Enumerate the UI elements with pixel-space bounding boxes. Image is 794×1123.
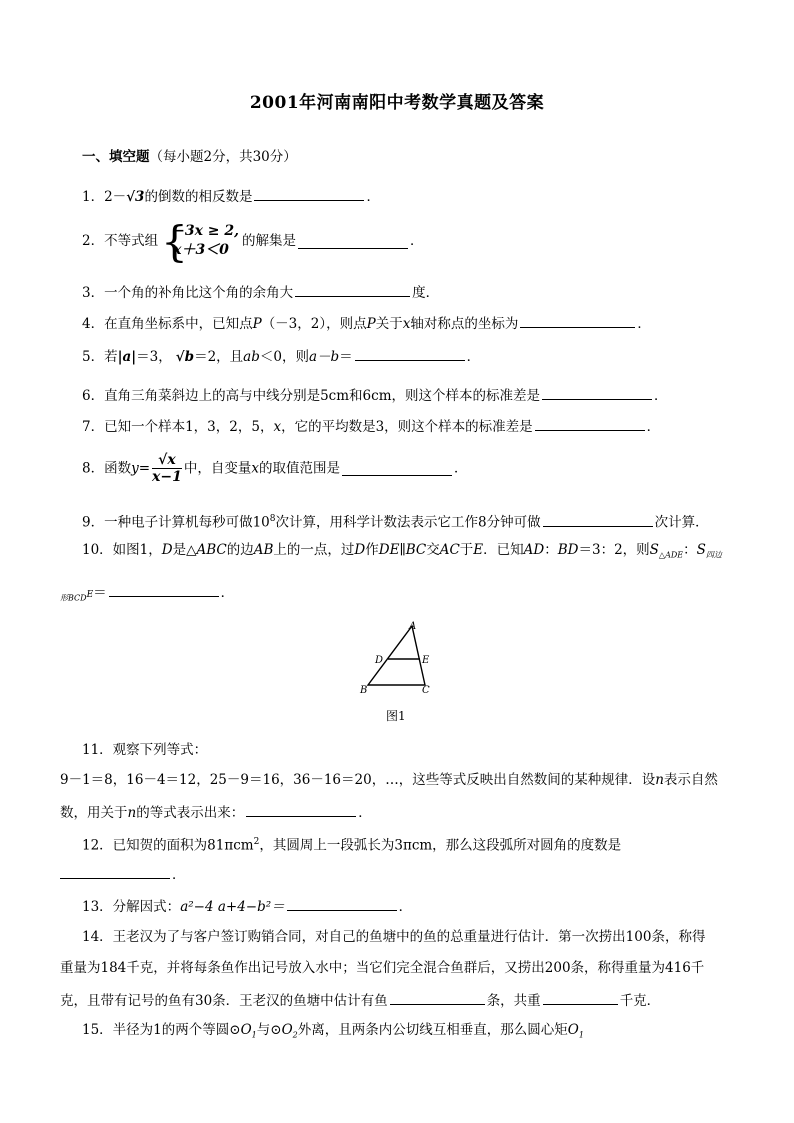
q7-end: ． [646, 419, 661, 435]
label-b: B [360, 685, 368, 696]
q8-end: ． [454, 460, 468, 477]
q10-text: 的边 [226, 542, 254, 558]
answer-blank[interactable] [298, 234, 408, 249]
q13-end: ． [398, 899, 413, 915]
q7-text-b: ，它的平均数是3，则这个样本的标准差是 [281, 419, 533, 435]
label-a: A [409, 621, 417, 632]
q10-text: ．已知 [483, 542, 524, 558]
q10-text: 上的一点，过 [273, 542, 355, 558]
q10-var: D [354, 542, 366, 558]
triangle-figure [355, 618, 445, 698]
question-2 [82, 217, 424, 266]
q13-text: 13．分解因式： [82, 899, 181, 915]
q7-text: 7．已知一个样本1，3，2，5， [82, 419, 274, 435]
q11-text: 表示自然 [663, 772, 718, 788]
q3-end: 度． [412, 285, 440, 301]
q10-text: 交 [426, 542, 440, 558]
q15-var: O [567, 1022, 579, 1038]
q10-eq: ＝ [93, 585, 107, 601]
answer-blank[interactable] [246, 802, 356, 817]
q5-end: ． [466, 349, 481, 365]
q2-end: ． [410, 233, 424, 249]
q10-area-sub: E [86, 590, 94, 600]
q10-var: AC [439, 542, 460, 558]
question-10 [82, 541, 722, 565]
q5-text-b: ＝3， [136, 349, 172, 365]
q5-text-c: ＝2，且 [194, 349, 244, 365]
q15-text: 15．半径为1的两个等圆⊙ [82, 1022, 241, 1038]
q5-amb: a－b [308, 349, 340, 365]
q15-var: O [240, 1022, 252, 1038]
q8-text-b: 中，自变量 [183, 460, 252, 477]
question-4 [82, 313, 651, 333]
question-14-line3 [60, 990, 660, 1010]
q10-text: ： [683, 542, 697, 558]
q15-text: 与⊙ [256, 1022, 282, 1038]
q11-text: 的等式表示出来： [136, 805, 245, 821]
answer-blank[interactable] [287, 896, 397, 911]
question-11-line2 [60, 771, 718, 789]
q14-text: 克，且带有记号的鱼有30条．王老汉的鱼塘中估计有鱼 [60, 993, 388, 1009]
q12-unit: cm [233, 837, 254, 854]
q8-y: y [131, 460, 139, 477]
q10-area-sub: △ADE [658, 550, 684, 560]
question-15 [82, 1021, 584, 1045]
q10-area-symbol: S [696, 542, 706, 558]
answer-blank[interactable] [109, 582, 219, 597]
q10-var: E [473, 542, 484, 558]
q5-eq: ＝ [339, 349, 353, 365]
q9-text-b: 次计算，用科学计数法表示它工作8分钟可做 [275, 514, 541, 531]
question-7 [82, 416, 660, 436]
question-6 [82, 385, 668, 405]
q4-point: P [252, 316, 262, 332]
q10-text: ＝3：2，则 [578, 542, 650, 558]
q9-end: 次计算． [654, 514, 709, 531]
q10-var: DE [378, 542, 400, 558]
figure-caption: 图1 [386, 709, 406, 723]
page-title: 2001年河南南阳中考数学真题及答案 [249, 93, 545, 113]
fraction-numerator: √x [152, 452, 182, 469]
q5-abs: |a| [117, 349, 137, 365]
q10-area-sub: 四边 [705, 550, 722, 560]
q10-var: ABC [196, 542, 227, 558]
q5-ab: ab [243, 349, 260, 365]
q11-var: n [655, 772, 664, 788]
q12-text: cm，那么这段弧所对圆角的度数是 [411, 837, 622, 854]
q15-sub: 1 [578, 1030, 584, 1040]
question-1 [82, 186, 380, 206]
q13-expression: a²−4 a+4−b²＝ [180, 899, 285, 915]
q4-axis: x [402, 316, 411, 332]
q5-root: √b [175, 349, 195, 365]
answer-blank[interactable] [543, 990, 618, 1005]
question-14-line2 [60, 959, 704, 977]
question-13 [82, 896, 412, 916]
q6-text: 6．直角三角菜斜边上的高与中线分别是5cm和6cm，则这个样本的标准差是 [82, 388, 540, 404]
fraction-denominator: x−1 [152, 469, 182, 485]
answer-blank[interactable] [60, 864, 170, 879]
q4-text-d: 轴对称点的坐标为 [410, 316, 519, 332]
q7-x: x [273, 419, 282, 435]
answer-blank[interactable] [520, 313, 635, 328]
q10-var: AB [253, 542, 274, 558]
section-note: （每小题2分，共30分） [149, 149, 297, 165]
q12-pi: π [224, 837, 234, 854]
answer-blank[interactable] [355, 346, 465, 361]
q1-end: ． [366, 189, 380, 205]
question-3 [82, 282, 439, 302]
answer-blank[interactable] [342, 461, 452, 476]
question-9 [82, 510, 709, 532]
q9-text: 9．一种电子计算机每秒可做10 [82, 514, 270, 531]
q15-sub: 2 [292, 1030, 298, 1040]
q11-end: ． [358, 805, 372, 821]
q3-text: 3．一个角的补角比这个角的余角大 [82, 285, 294, 301]
q9-exponent: 8 [269, 514, 276, 524]
answer-blank[interactable] [542, 385, 652, 400]
q10-text: 10．如图1， [82, 542, 162, 558]
q10-text: ： [544, 542, 558, 558]
q10-var: BC [405, 542, 427, 558]
label-e: E [422, 655, 430, 666]
q2-text: 2．不等式组 [82, 233, 159, 249]
q11-text: 数，用关于 [60, 805, 128, 821]
q10-text: ∥ [399, 542, 406, 558]
q8-text: 8．函数 [82, 460, 132, 477]
q12-pi: π [402, 837, 412, 854]
q15-text: 外离，且两条内公切线互相垂直，那么圆心矩 [297, 1022, 568, 1038]
question-11-line3 [60, 802, 372, 822]
question-14 [82, 928, 705, 946]
q11-text: 11．观察下列等式： [82, 742, 208, 758]
q10-text: 于 [459, 542, 474, 558]
question-12-line2 [60, 864, 186, 884]
q12-exponent: 2 [253, 837, 260, 847]
brace-icon: { [161, 217, 188, 266]
section-title: 一、填空题 [82, 149, 150, 165]
question-8 [82, 452, 468, 485]
q14-text: 14．王老汉为了与客户签订购销合同，对自己的鱼塘中的鱼的总重量进行估计．第一次捞出100条，称得 [82, 929, 706, 945]
q5-text-d: ＜0，则 [259, 349, 309, 365]
question-11 [82, 741, 207, 759]
section-heading [82, 148, 297, 166]
q4-point-2: P [366, 316, 376, 332]
q10-var: D [161, 542, 173, 558]
answer-blank[interactable] [295, 282, 410, 297]
q15-var: O [281, 1022, 293, 1038]
q1-text: 1．2－ [82, 189, 127, 205]
q10-area-symbol: S [649, 542, 659, 558]
system-row-1: −3x ≥ 2, [173, 223, 240, 239]
q12-text: ，其圆周上一段弧长为3 [259, 837, 403, 854]
q4-text-b: （－3，2），则点 [261, 316, 367, 332]
q12-end: ． [172, 867, 186, 883]
q14-text: 条，共重 [486, 993, 541, 1009]
q11-text: 9－1＝8，16－4＝12，25－9＝16，36－16＝20，…，这些等式反映出自然数间的某种规律．设 [60, 772, 656, 788]
inequality-system [161, 217, 240, 266]
q14-end: 千克． [619, 993, 661, 1009]
q8-eq: = [138, 460, 151, 477]
q14-text: 重量为184千克，并将每条鱼作出记号放入水中；当它们完全混合鱼群后，又捞出200条，称得重量为416千 [60, 960, 705, 976]
question-5 [82, 346, 480, 366]
q10-var: BD [557, 542, 579, 558]
q12-text: 12．已知贺的面积为81 [82, 837, 225, 854]
q4-text: 4．在直角坐标系中，已知点 [82, 316, 253, 332]
answer-blank[interactable] [543, 512, 653, 527]
label-d: D [375, 655, 384, 666]
q8-x: x [251, 460, 259, 477]
q10-text: 作 [365, 542, 379, 558]
q1-text-b: 的倒数的相反数是 [144, 189, 253, 205]
question-10-cont [60, 582, 234, 608]
system-row-2: x＋3＜0 [173, 242, 229, 258]
answer-blank[interactable] [535, 416, 645, 431]
q4-text-c: 关于 [375, 316, 403, 332]
q8-fraction [152, 452, 182, 485]
q5-text: 5．若 [82, 349, 118, 365]
label-c: C [422, 685, 430, 696]
q10-text: 是△ [172, 542, 197, 558]
answer-blank[interactable] [254, 186, 364, 201]
q11-var: n [127, 805, 137, 821]
q10-area-sub: 形BCD [60, 593, 87, 603]
question-12 [82, 833, 621, 855]
q10-end: ． [220, 585, 235, 601]
q6-end: ． [654, 388, 668, 404]
q4-end: ． [637, 316, 651, 332]
answer-blank[interactable] [390, 990, 485, 1005]
q2-text-b: 的解集是 [242, 233, 297, 249]
q15-sub: 1 [251, 1030, 257, 1040]
q1-root: √3 [126, 189, 145, 205]
q8-text-c: 的取值范围是 [259, 460, 340, 477]
q10-var: AD [523, 542, 545, 558]
